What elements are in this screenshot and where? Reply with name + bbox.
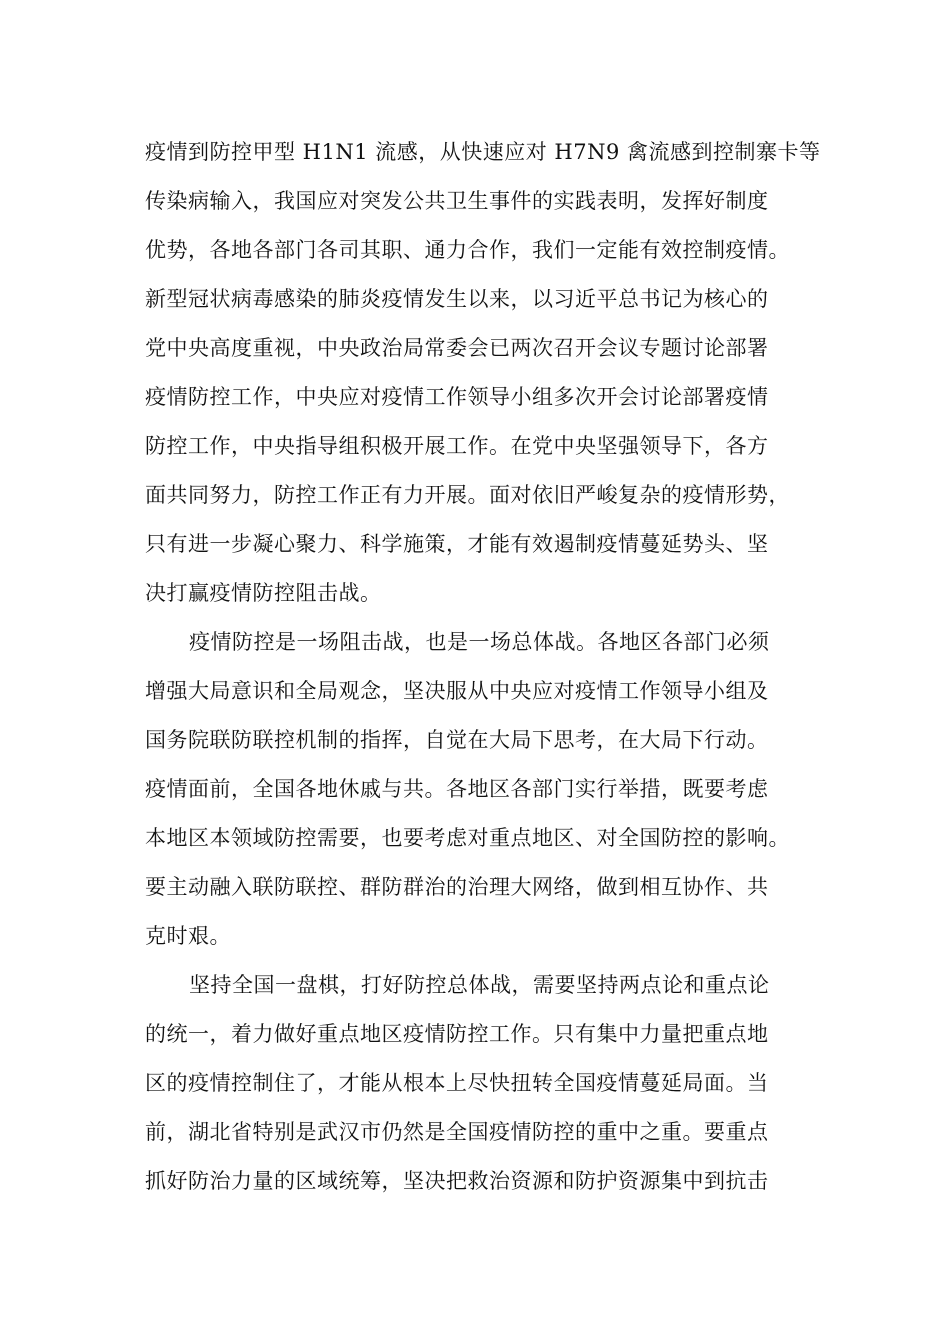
text-line: 党中央高度重视，中央政治局常委会已两次召开会议专题讨论部署: [145, 336, 769, 360]
paragraph-first-line: 坚持全国一盘棋，打好防控总体战，需要坚持两点论和重点论: [189, 973, 770, 997]
text-line: 国务院联防联控机制的指挥，自觉在大局下思考，在大局下行动。: [145, 728, 769, 752]
text-line: 传染病输入，我国应对突发公共卫生事件的实践表明，发挥好制度: [145, 189, 769, 213]
text-line: 优势，各地各部门各司其职、通力合作，我们一定能有效控制疫情。: [145, 238, 790, 262]
text-line: 只有进一步凝心聚力、科学施策，才能有效遏制疫情蔓延势头、坚: [145, 532, 769, 556]
paragraph-first-line: 疫情防控是一场阻击战，也是一场总体战。各地区各部门必须: [189, 630, 770, 654]
text-line: 区的疫情控制住了，才能从根本上尽快扭转全国疫情蔓延局面。当: [145, 1071, 769, 1095]
text-line: 增强大局意识和全局观念，坚决服从中央应对疫情工作领导小组及: [145, 679, 769, 703]
text-line: 的统一，着力做好重点地区疫情防控工作。只有集中力量把重点地: [145, 1022, 769, 1046]
text-line: 疫情面前，全国各地休戚与共。各地区各部门实行举措，既要考虑: [145, 777, 769, 801]
text-line: 本地区本领域防控需要，也要考虑对重点地区、对全国防控的影响。: [145, 826, 790, 850]
text-line: 前，湖北省特别是武汉市仍然是全国疫情防控的重中之重。要重点: [145, 1120, 769, 1144]
text-line: 疫情到防控甲型 H1N1 流感，从快速应对 H7N9 禽流感到控制寨卡等: [145, 140, 821, 164]
text-line: 面共同努力，防控工作正有力开展。面对依旧严峻复杂的疫情形势，: [145, 483, 790, 507]
text-line: 要主动融入联防联控、群防群治的治理大网络，做到相互协作、共: [145, 875, 769, 899]
text-line: 新型冠状病毒感染的肺炎疫情发生以来，以习近平总书记为核心的: [145, 287, 769, 311]
text-line: 克时艰。: [145, 924, 231, 948]
text-line: 抓好防治力量的区域统筹，坚决把救治资源和防护资源集中到抗击: [145, 1169, 769, 1193]
text-line: 防控工作，中央指导组积极开展工作。在党中央坚强领导下，各方: [145, 434, 769, 458]
document-body: [145, 128, 845, 1206]
text-line: 决打赢疫情防控阻击战。: [145, 581, 382, 605]
text-line: 疫情防控工作，中央应对疫情工作领导小组多次开会讨论部署疫情: [145, 385, 769, 409]
